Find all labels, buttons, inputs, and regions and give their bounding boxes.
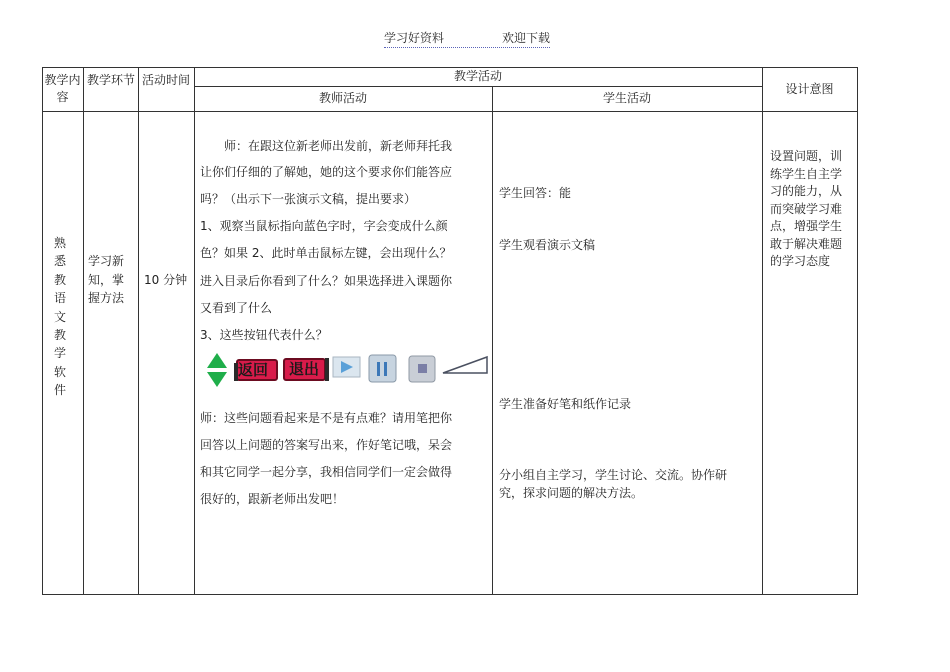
back-button-text: 返回	[238, 361, 269, 379]
header-teacher: 教师活动	[318, 91, 367, 105]
header-right-text: 欢迎下载	[502, 31, 551, 45]
time-cell: 10 分钟	[144, 273, 188, 287]
content-cell: 熟悉教语文教学软件	[53, 236, 66, 398]
student-line: 学生观看演示文稿	[499, 238, 596, 252]
teacher-line: 师：在跟这位新老师出发前，新老师拜托我	[224, 139, 453, 153]
design-cell: 设置问题，训练学生自主学习的能力，从而突破学习难点，增强学生敢于解决难题的学习态度	[770, 149, 843, 268]
exit-button-image	[283, 356, 329, 383]
teacher-line: 师：这些问题看起来是不是有点难？请用笔把你	[200, 411, 453, 425]
header-left-text: 学习好资料	[384, 31, 445, 45]
header-bottom-line	[42, 111, 858, 112]
teacher-line: 进入目录后你看到了什么？如果选择进入课题你	[200, 274, 453, 288]
teacher-line: 1、观察当鼠标指向蓝色字时，字会变成什么颜	[200, 219, 448, 233]
play-icon	[332, 356, 362, 379]
student-line: 究，探求问题的解决方法。	[499, 486, 644, 500]
header-content: 教学内容	[44, 73, 81, 104]
header-activity: 教学活动	[453, 69, 502, 83]
student-line: 学生回答：能	[499, 186, 572, 200]
teacher-line: 又看到了什么	[200, 301, 273, 315]
column-divider	[492, 86, 493, 595]
column-divider	[138, 67, 139, 595]
teacher-line: 吗？（出示下一张演示文稿，提出要求）	[200, 192, 417, 206]
column-divider	[194, 67, 195, 595]
teacher-line: 让你们仔细的了解她，她的这个要求你们能答应	[200, 165, 453, 179]
column-divider	[762, 67, 763, 595]
table-right-border	[857, 67, 858, 595]
header-design: 设计意图	[785, 82, 834, 96]
pause-icon	[367, 353, 398, 384]
teacher-line: 回答以上问题的答案写出来，作好笔记哦，呆会	[200, 438, 453, 452]
courseware-button-row	[206, 352, 488, 388]
activity-subheader-line	[194, 86, 763, 87]
student-line: 学生准备好笔和纸作记录	[499, 397, 632, 411]
up-down-arrows-icon	[206, 352, 228, 389]
teacher-line: 色？如果 2、此时单击鼠标左键，会出现什么？	[200, 246, 452, 260]
page-header	[384, 29, 550, 48]
header-time: 活动时间	[141, 73, 190, 87]
student-line: 分小组自主学习，学生讨论、交流。协作研	[499, 468, 728, 482]
exit-button-text: 退出	[289, 360, 320, 378]
teacher-line: 很好的，跟新老师出发吧！	[200, 492, 345, 506]
header-phase: 教学环节	[86, 73, 135, 87]
teacher-line: 和其它同学一起分享，我相信同学们一定会做得	[200, 465, 453, 479]
stop-icon	[407, 354, 437, 384]
table-bottom-border	[42, 594, 858, 595]
volume-icon	[442, 355, 488, 375]
phase-cell: 学习新知，掌握方法	[88, 254, 125, 306]
column-divider	[83, 67, 84, 595]
back-button-image	[234, 357, 280, 383]
header-student: 学生活动	[602, 91, 651, 105]
table-left-border	[42, 67, 43, 595]
teacher-line: 3、这些按钮代表什么？	[200, 328, 328, 342]
